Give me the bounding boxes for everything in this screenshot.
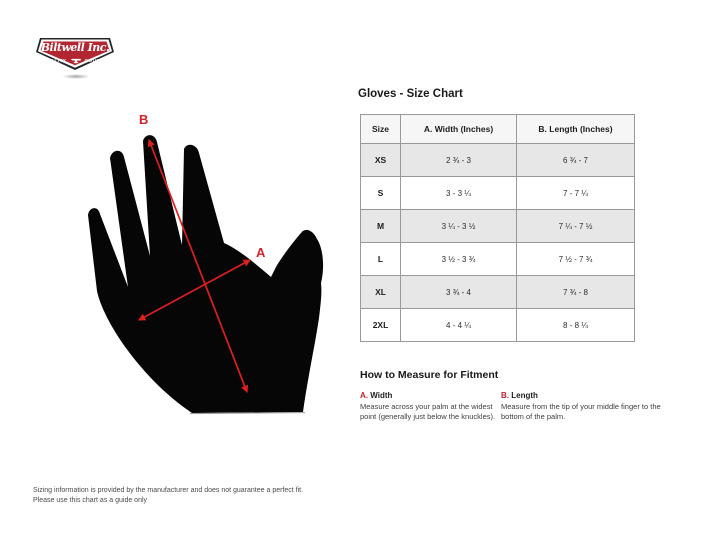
width-cell: 3 ¾ - 4 [401, 276, 517, 309]
width-cell: 3 ¼ - 3 ½ [401, 210, 517, 243]
diagram-label-a: A [256, 245, 266, 260]
size-chart-table [360, 114, 635, 342]
fitment-width-label [360, 391, 500, 400]
width-cell: 3 - 3 ¼ [401, 177, 517, 210]
width-cell: 2 ¾ - 3 [401, 144, 517, 177]
fitment-width-word: Width [370, 391, 393, 400]
logo-brand-text: Biltwell Inc. [40, 41, 110, 54]
tagline-quality: “QUALITY [39, 58, 67, 63]
size-chart-title: Gloves - Size Chart [358, 88, 463, 100]
column-header-length: B. Length (Inches) [517, 115, 635, 144]
length-cell: 8 - 8 ¼ [517, 309, 635, 342]
size-cell: L [361, 243, 401, 276]
hand-silhouette [88, 135, 323, 413]
fitment-width-key: A. [360, 391, 368, 400]
size-cell: M [361, 210, 401, 243]
table-row [361, 177, 635, 210]
table-header-row [361, 115, 635, 144]
length-cell: 6 ¾ - 7 [517, 144, 635, 177]
length-cell: 7 ½ - 7 ¾ [517, 243, 635, 276]
column-header-width: A. Width (Inches) [401, 115, 517, 144]
disclaimer-line-2: Please use this chart as a guide only [33, 496, 148, 504]
length-cell: 7 ¼ - 7 ½ [517, 210, 635, 243]
diagram-label-b: B [139, 112, 149, 127]
size-cell: S [361, 177, 401, 210]
column-header-size: Size [361, 115, 401, 144]
fitment-item-width [360, 391, 500, 422]
fitment-title: How to Measure for Fitment [360, 369, 499, 381]
width-cell: 3 ½ - 3 ¾ [401, 243, 517, 276]
fitment-length-key: B. [501, 391, 509, 400]
size-cell: XL [361, 276, 401, 309]
fitment-length-label [501, 391, 663, 400]
tagline-counts: COUNTS” [84, 58, 111, 63]
width-cell: 4 - 4 ¼ [401, 309, 517, 342]
fitment-length-text: Measure from the tip of your middle finger to the bottom of the palm. [501, 402, 661, 421]
table-row [361, 309, 635, 342]
fitment-width-text: Measure across your palm at the widest point (generally just below the knuckles). [360, 402, 496, 421]
table-row [361, 210, 635, 243]
size-cell: XS [361, 144, 401, 177]
table-row [361, 144, 635, 177]
table-row [361, 276, 635, 309]
fitment-length-word: Length [511, 391, 538, 400]
length-cell: 7 - 7 ¼ [517, 177, 635, 210]
size-cell: 2XL [361, 309, 401, 342]
fitment-item-length [501, 391, 663, 422]
length-cell: 7 ¾ - 8 [517, 276, 635, 309]
disclaimer-line-1: Sizing information is provided by the manufacturer and does not guarantee a perfect fit. [33, 487, 304, 494]
table-row [361, 243, 635, 276]
disclaimer [33, 486, 303, 505]
